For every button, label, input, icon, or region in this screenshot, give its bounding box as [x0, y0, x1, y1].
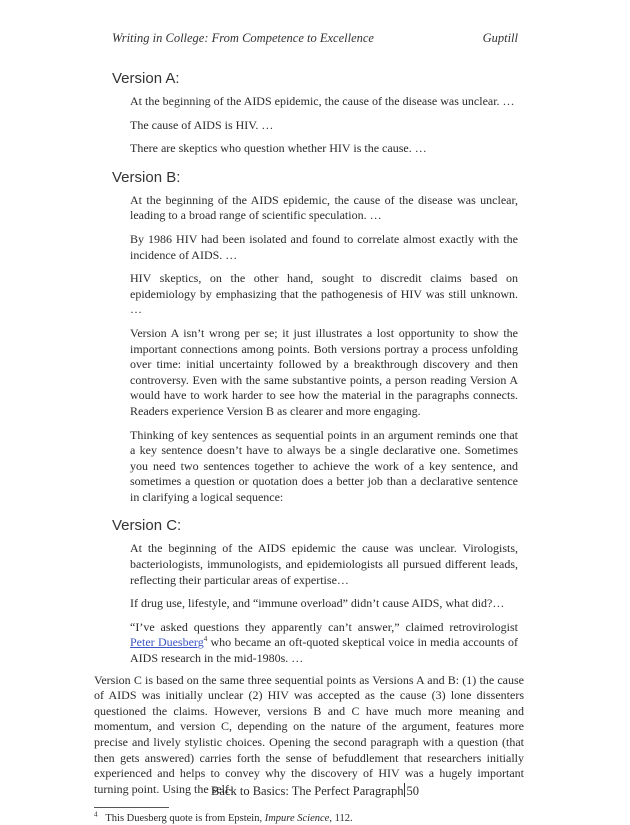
author-name: Guptill	[482, 31, 518, 45]
version-b-paragraph-3: HIV skeptics, on the other hand, sought to discredit claims based on epidemiology by emphasizing that the pathogenesis of HIV was still unknown. …	[130, 271, 518, 317]
version-c-heading: Version C:	[112, 517, 182, 535]
version-a-heading: Version A:	[112, 70, 180, 87]
footnote-reference[interactable]: 4	[203, 635, 208, 644]
footnote-divider	[94, 807, 169, 808]
footnote-text-after: , 112.	[329, 813, 353, 825]
running-header	[112, 31, 518, 47]
body-paragraph: Version C is based on the same three sequential points as Versions A and B: (1) the cause of AIDS was initially unclear (2) HIV was accepted as the cause (3) lone dissenters questioned the claims. However, versions B and C have much more meaning and momentum, and version C, depending on the nature of the argument, features more precise and lively stylistic choices. Opening the second paragraph with a question (that then gets answered) carries forth the sense of befuddlement that researchers initially experienced and helps to convey why the discovery of HIV was a hugely important turning point. Using the self-	[94, 672, 524, 796]
version-a-paragraph-3: There are skeptics who question whether HIV is the cause. …	[130, 141, 427, 156]
version-b-heading: Version B:	[112, 168, 181, 186]
version-c-quote-paragraph	[130, 620, 518, 667]
footer-chapter-title: Back to Basics: The Perfect Paragraph	[211, 784, 404, 798]
version-b-commentary-2: Thinking of key sentences as sequential points in an argument reminds one that a key sentence doesn’t have to always be a single declarative one. Sometimes you need two sentences together to achieve the work of a key sentence, and sometimes a question or quotation does a better job than a declarative sentence in clarifying a logical sequence:	[130, 427, 518, 504]
footnote	[94, 812, 518, 825]
version-a-paragraph-2: The cause of AIDS is HIV. …	[130, 117, 274, 132]
quote-text-before: “I’ve asked questions they apparently can’t answer,” claimed retrovirologist	[130, 619, 518, 634]
book-title: Writing in College: From Competence to Excellence	[112, 31, 374, 45]
version-b-commentary-1: Version A isn’t wrong per se; it just illustrates a lost opportunity to show the important connections among points. Both versions portray a process unfolding over time: initial uncertainty followed by a breakthrough discovery and then controversy. Even with the same substantive points, a person reading Version A would have to work harder to see how the material in the paragraphs connects. Readers experience Version B as clearer and more engaging.	[130, 325, 518, 418]
page-content	[94, 70, 524, 825]
page-footer	[0, 783, 630, 799]
version-c-paragraph-1: At the beginning of the AIDS epidemic the cause was unclear. Virologists, bacteriologists, immunologists, and epidemiologists all pursued different leads, reflecting their particular areas of expertise…	[130, 541, 518, 587]
footnote-text-before: This Duesberg quote is from Epstein,	[105, 813, 265, 825]
footnote-number: 4	[94, 810, 98, 819]
version-a-paragraph-1: At the beginning of the AIDS epidemic, the cause of the disease was unclear. …	[130, 94, 515, 108]
quote-text-after: who became an oft-quoted skeptical voice in media accounts of AIDS research in the mid-1980s. …	[130, 635, 518, 666]
version-b-paragraph-1: At the beginning of the AIDS epidemic, the cause of the disease was unclear, leading to a broad range of scientific speculation. …	[130, 192, 518, 223]
version-b-paragraph-2: By 1986 HIV had been isolated and found to correlate almost exactly with the incidence of AIDS. …	[130, 231, 518, 262]
page-number: 50	[406, 784, 419, 798]
peter-duesberg-link[interactable]: Peter Duesberg	[130, 635, 204, 650]
version-c-paragraph-2: If drug use, lifestyle, and “immune overload” didn’t cause AIDS, what did?…	[130, 596, 505, 611]
footnote-source-title: Impure Science	[264, 813, 330, 825]
